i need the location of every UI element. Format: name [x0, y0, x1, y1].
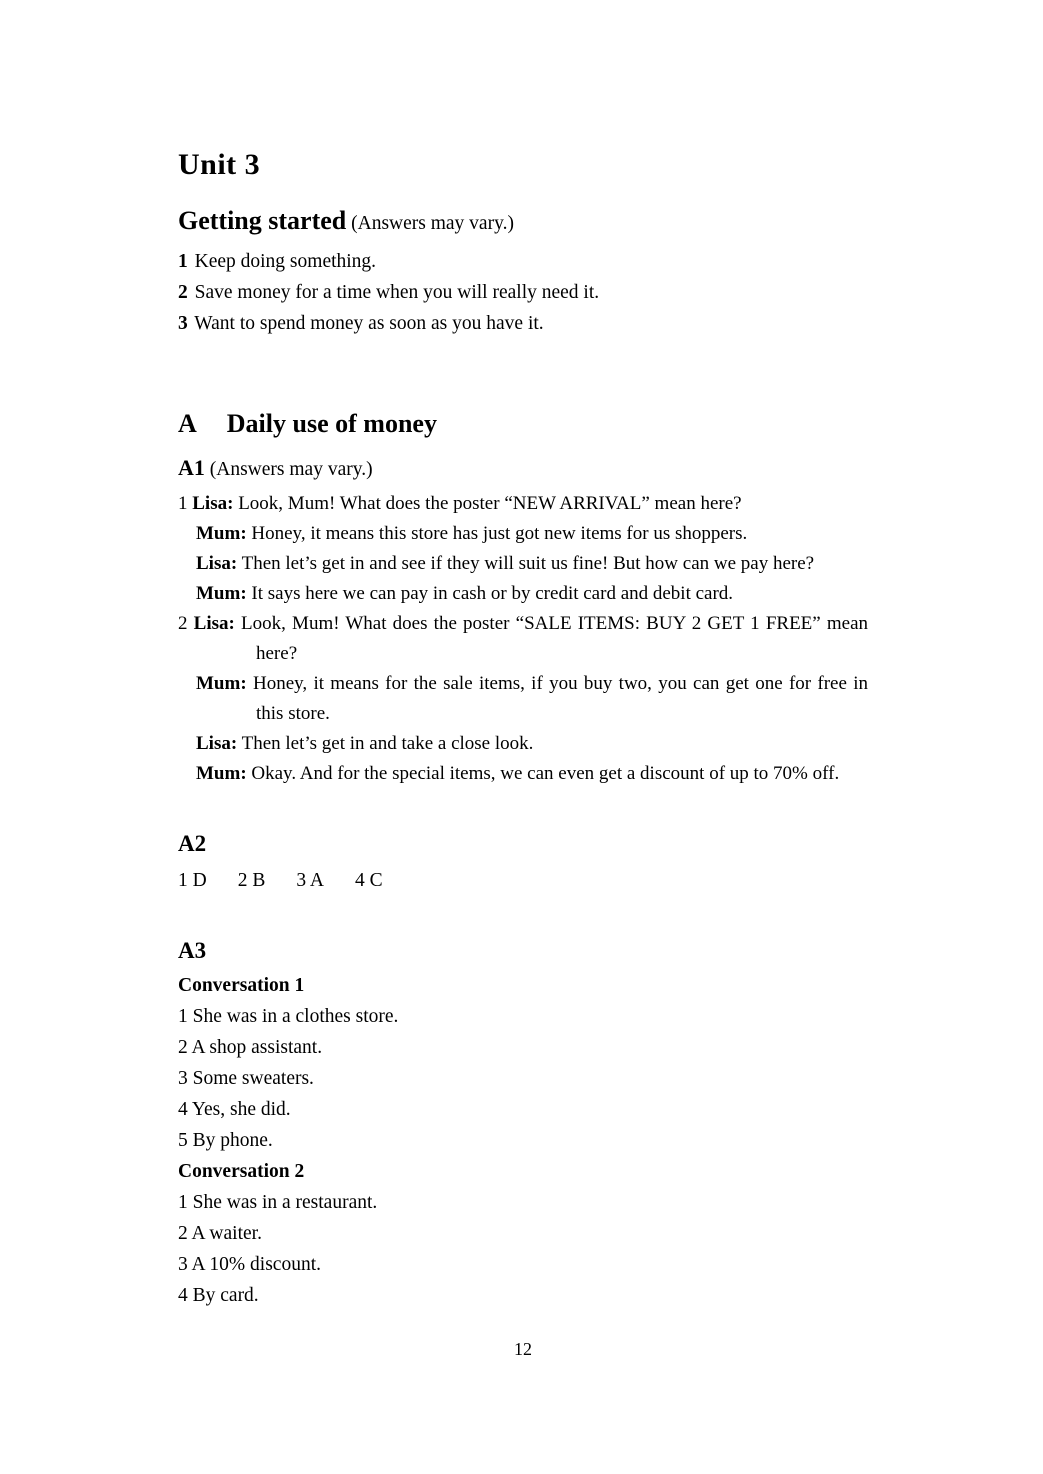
speaker-name: Lisa: [192, 493, 234, 514]
answer-row [178, 865, 868, 896]
item-number: 3 [178, 313, 188, 334]
dialogue-line [196, 549, 868, 579]
conversation-title: Conversation 2 [178, 1161, 305, 1182]
item-text: Save money for a time when you will really need it. [194, 282, 600, 303]
exercise-a2-heading: A2 [178, 831, 207, 856]
answers-note: (Answers may vary.) [351, 213, 514, 234]
list-item [178, 277, 868, 308]
dialogue-text: It says here we can pay in cash or by credit card and debit card. [251, 583, 734, 604]
dialogue-line [178, 489, 868, 519]
dialogue-text: Then let’s get in and see if they will suit us fine! But how can we pay here? [241, 553, 815, 574]
section-letter: A [178, 409, 197, 438]
dialogue-text: Look, Mum! What does the poster “NEW ARRIVAL” mean here? [238, 493, 742, 514]
speaker-name: Mum: [196, 523, 247, 544]
dialogue-line [178, 609, 868, 669]
conversation-item: 5 By phone. [178, 1130, 273, 1151]
dialogue-line [196, 759, 868, 789]
dialogue-line [196, 579, 868, 609]
conversation-title: Conversation 1 [178, 975, 305, 996]
dialogue-text: Okay. And for the special items, we can even get a discount of up to 70% off. [251, 763, 840, 784]
speaker-name: Lisa: [196, 553, 238, 574]
item-text: Keep doing something. [194, 251, 377, 272]
dialogue-text: Look, Mum! What does the poster “SALE ITEMS: BUY 2 GET 1 FREE” mean here? [241, 613, 869, 664]
item-number: 1 [178, 251, 188, 272]
unit-title: Unit 3 [178, 148, 261, 181]
speaker-name: Lisa: [196, 733, 238, 754]
answer-item: 2 B [237, 870, 266, 891]
page-number: 12 [514, 1339, 532, 1359]
section-a-heading [178, 409, 868, 439]
exercise-a3-heading: A3 [178, 938, 207, 963]
section-title: Daily use of money [226, 409, 437, 438]
dialogue-line [196, 669, 868, 729]
dialogue-block [178, 489, 868, 789]
conversation-item: 2 A shop assistant. [178, 1037, 323, 1058]
getting-started-heading-row [178, 206, 868, 236]
conversation-item: 3 Some sweaters. [178, 1068, 314, 1089]
conversation-item: 4 Yes, she did. [178, 1099, 291, 1120]
speaker-name: Mum: [196, 583, 247, 604]
answer-item: 1 D [178, 870, 207, 891]
answer-item: 3 A [296, 870, 324, 891]
dialogue-text: Honey, it means for the sale items, if you buy two, you can get one for free in this store. [252, 673, 868, 724]
exercise-a1-heading-row [178, 455, 868, 481]
conversation-item: 2 A waiter. [178, 1223, 262, 1244]
dialogue-text: Honey, it means this store has just got new items for us shoppers. [251, 523, 748, 544]
dialogue-text: Then let’s get in and take a close look. [241, 733, 534, 754]
dialogue-number: 2 [178, 613, 188, 634]
speaker-name: Mum: [196, 673, 247, 694]
dialogue-line [196, 519, 868, 549]
conversation-item: 1 She was in a clothes store. [178, 1006, 399, 1027]
list-item [178, 246, 868, 277]
item-text: Want to spend money as soon as you have it. [194, 313, 544, 334]
answers-note: (Answers may vary.) [209, 459, 373, 480]
conversation-item: 3 A 10% discount. [178, 1254, 322, 1275]
conversation-item: 4 By card. [178, 1285, 259, 1306]
dialogue-line [196, 729, 868, 759]
answer-item: 4 C [355, 870, 383, 891]
exercise-a1-heading: A1 [178, 455, 205, 480]
item-number: 2 [178, 282, 188, 303]
getting-started-heading: Getting started [178, 206, 347, 235]
dialogue-number: 1 [178, 493, 188, 514]
speaker-name: Lisa: [193, 613, 235, 634]
conversation-item: 1 She was in a restaurant. [178, 1192, 378, 1213]
list-item [178, 308, 868, 339]
speaker-name: Mum: [196, 763, 247, 784]
